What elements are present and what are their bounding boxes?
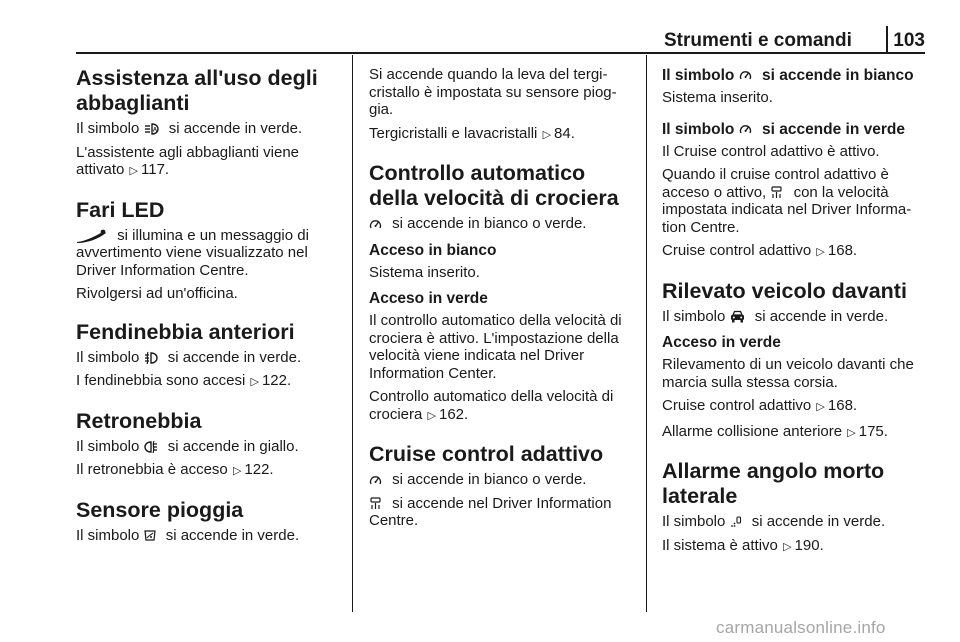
column-2 xyxy=(369,66,631,530)
paragraph: Sistema inserito. xyxy=(662,89,773,106)
cruise-control-icon xyxy=(739,123,752,136)
paragraph: Il sistema è attivo ▷ 190. xyxy=(662,537,924,557)
paragraph: Rivolgersi ad un'officina. xyxy=(76,285,238,302)
page-reference: 84. xyxy=(554,124,575,142)
header-rule xyxy=(76,52,925,54)
paragraph: Il retronebbia è acceso ▷ 122. xyxy=(76,461,336,481)
paragraph: Il Cruise control adattivo è attivo. xyxy=(662,142,880,160)
paragraph: Il simbolo si accende in verde. xyxy=(76,348,302,366)
subheading-green: Acceso in verde xyxy=(662,334,781,351)
paragraph: Tergicristalli e lavacristalli ▷ 84. xyxy=(369,125,631,145)
column-divider-1 xyxy=(352,55,353,612)
rain-sensor-icon xyxy=(144,529,156,542)
header-tick xyxy=(886,26,888,54)
page-reference: 122. xyxy=(261,372,292,389)
paragraph: Cruise control adattivo ▷ 168. xyxy=(662,397,924,417)
page-reference-icon: ▷ xyxy=(542,128,552,141)
page-reference: 117. xyxy=(141,161,170,178)
paragraph: si accende in bianco o verde. xyxy=(369,471,631,489)
adaptive-cruise-icon xyxy=(770,186,783,199)
page-number: 103 xyxy=(893,30,925,51)
front-fog-icon xyxy=(144,351,158,365)
column-1 xyxy=(76,66,336,544)
page-reference-icon: ▷ xyxy=(816,401,825,413)
paragraph: Si accende quando la leva del tergi-cristallo è impostata su sensore piog-gia. xyxy=(369,66,617,118)
subheading-white: Il simbolo si accende in bianco xyxy=(662,67,914,84)
cruise-control-icon xyxy=(369,218,382,231)
column-divider-2 xyxy=(646,55,647,612)
paragraph: Il simbolo si accende in verde. xyxy=(662,307,889,325)
page-reference-icon: ▷ xyxy=(783,540,792,553)
subheading-white: Acceso in bianco xyxy=(369,241,497,259)
section-title-rear-fog: Retronebbia xyxy=(76,408,202,433)
vehicle-ahead-icon xyxy=(730,310,745,323)
paragraph: Il simbolo si accende in verde. xyxy=(76,526,300,544)
section-title-vehicle-ahead: Rilevato veicolo davanti xyxy=(662,278,907,303)
paragraph: Il controllo automatico della velocità di crociera è attivo. L'impostazione della velocità viene indicata nel Driver Information Center. xyxy=(369,312,622,382)
led-headlight-icon xyxy=(76,229,107,243)
svg-text:A: A xyxy=(152,127,157,134)
paragraph: si illumina e un messaggio di avvertimento viene visualizzato nel Driver Information Centre. xyxy=(76,226,309,279)
page-reference: 168. xyxy=(827,397,858,414)
paragraph: L'assistente agli abbaglianti viene attivato ▷ 117. xyxy=(76,144,336,181)
paragraph: Rilevamento di un veicolo davanti che marcia sulla stessa corsia. xyxy=(662,356,914,391)
paragraph: Cruise control adattivo ▷ 168. xyxy=(662,242,924,262)
page-reference-icon: ▷ xyxy=(427,409,436,422)
paragraph: Controllo automatico della velocità di crociera ▷ 162. xyxy=(369,388,631,425)
rear-fog-icon xyxy=(144,440,158,454)
subheading-green: Acceso in verde xyxy=(369,290,488,307)
page-reference: 168. xyxy=(827,242,858,259)
section-title-blind-spot: Allarme angolo morto laterale xyxy=(662,459,885,508)
paragraph: Sistema inserito. xyxy=(369,263,480,281)
page-reference: 190. xyxy=(794,536,824,554)
paragraph: I fendinebbia sono accesi ▷ 122. xyxy=(76,372,336,392)
subheading-green: Il simbolo si accende in verde xyxy=(662,120,905,138)
section-title-led-lights: Fari LED xyxy=(76,197,165,222)
section-title-front-fog: Fendinebbia anteriori xyxy=(76,319,295,344)
paragraph: Quando il cruise control adattivo è acceso o attivo, con la velocità impostata indicata nel Driver Informa-tion Centre. xyxy=(662,166,912,236)
page-reference-icon: ▷ xyxy=(847,426,856,439)
cruise-control-icon xyxy=(369,474,382,487)
paragraph: Il simbolo si accende in verde. xyxy=(662,513,886,530)
watermark: carmanualsonline.info xyxy=(716,618,886,637)
paragraph: si accende in bianco o verde. xyxy=(369,215,631,233)
cruise-control-icon xyxy=(739,69,752,82)
paragraph: si accende nel Driver Information Centre. xyxy=(369,494,612,529)
section-title-rain-sensor: Sensore pioggia xyxy=(76,497,244,522)
page-reference-icon: ▷ xyxy=(816,246,825,258)
page-reference-icon: ▷ xyxy=(129,165,139,177)
header-title: Strumenti e comandi xyxy=(664,30,852,51)
blind-spot-icon xyxy=(730,516,742,528)
page-reference: 162. xyxy=(439,405,469,423)
page-header xyxy=(76,26,925,52)
section-title-cruise-control: Controllo automatico della velocità di crociera xyxy=(369,161,619,210)
page-reference-icon: ▷ xyxy=(250,376,259,388)
high-beam-assist-icon xyxy=(144,123,159,135)
page-reference-icon: ▷ xyxy=(232,465,242,477)
section-title-adaptive-cruise: Cruise control adattivo xyxy=(369,442,604,466)
section-title-high-beam-assist: Assistenza all'uso degli abbaglianti xyxy=(76,66,318,115)
paragraph: Il simbolo A si accende in verde. xyxy=(76,120,303,137)
paragraph: Allarme collisione anteriore ▷ 175. xyxy=(662,423,924,443)
page-reference: 122. xyxy=(244,461,274,478)
column-3 xyxy=(662,66,924,556)
page-reference: 175. xyxy=(858,422,888,440)
adaptive-cruise-icon xyxy=(369,497,382,510)
paragraph: Il simbolo si accende in giallo. xyxy=(76,437,299,455)
